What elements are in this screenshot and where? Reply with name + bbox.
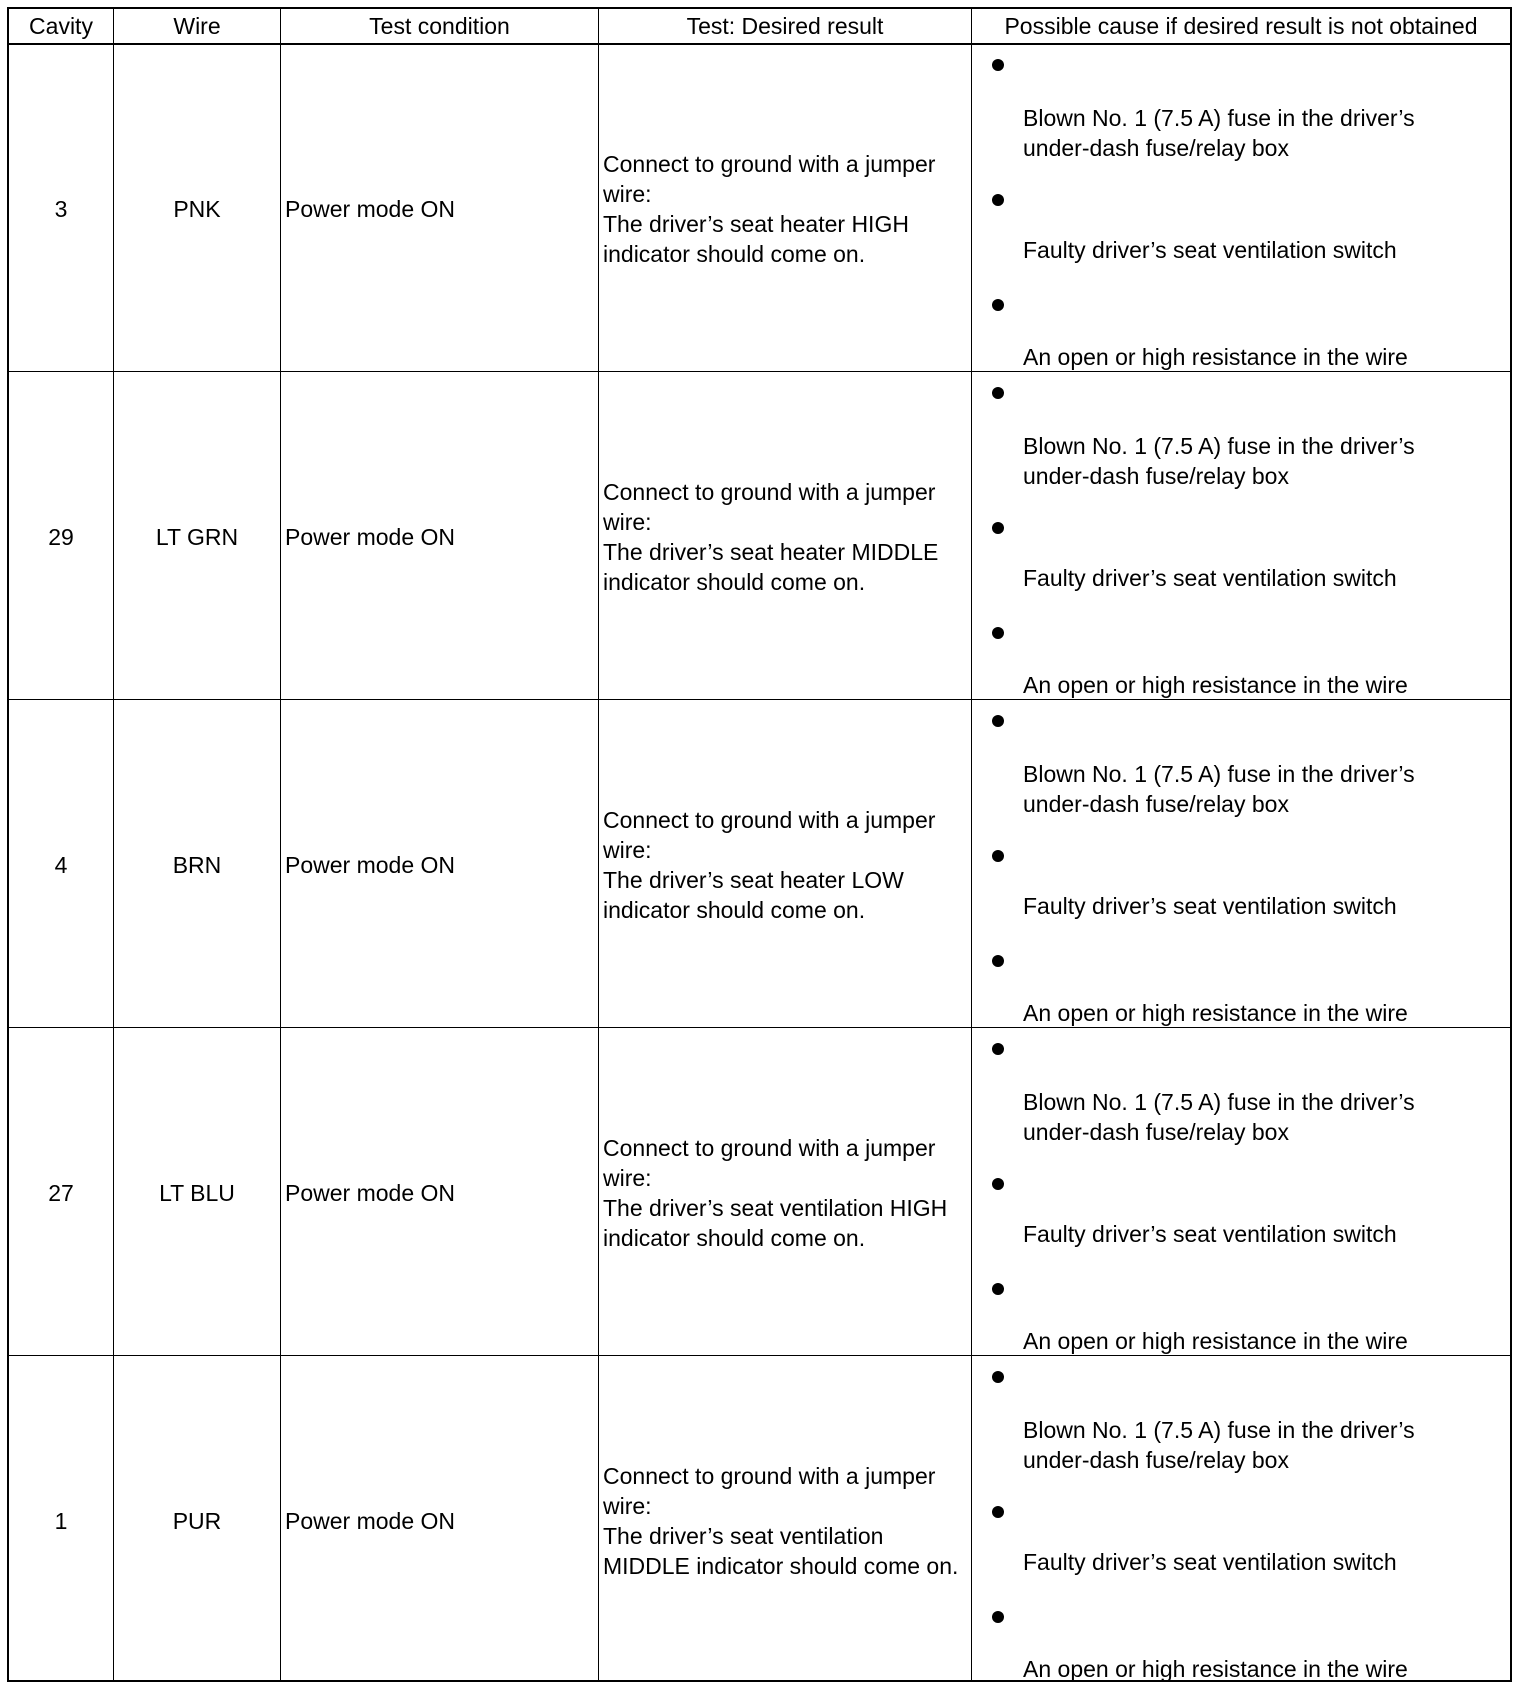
bullet-icon: [992, 1283, 1004, 1295]
cavity-cell: 3: [54, 195, 68, 222]
desired-result-text: Connect to ground with a jumper wire: The driver’s seat ventilation MIDDLE indicator should come on.: [603, 1463, 959, 1579]
troubleshooting-table: [7, 7, 1512, 1682]
possible-cause-item: Faulty driver’s seat ventilation switch: [1023, 893, 1397, 919]
possible-cause-item: Faulty driver’s seat ventilation switch: [1023, 1221, 1397, 1247]
desired-result-text: Connect to ground with a jumper wire: The driver’s seat heater MIDDLE indicator should come on.: [603, 479, 939, 595]
possible-cause-item: Blown No. 1 (7.5 A) fuse in the driver’s under-dash fuse/relay box: [1023, 761, 1415, 817]
desired-result-text: Connect to ground with a jumper wire: The driver’s seat heater LOW indicator should come on.: [603, 807, 936, 923]
header-cavity: Cavity: [29, 12, 93, 39]
wire-cell: BRN: [172, 851, 222, 878]
bullet-icon: [992, 59, 1004, 71]
header-desired-result: Test: Desired result: [686, 12, 884, 39]
bullet-icon: [992, 1178, 1004, 1190]
bullet-icon: [992, 194, 1004, 206]
bullet-icon: [992, 1611, 1004, 1623]
desired-result-cell: [599, 701, 971, 1029]
desired-result-cell: [599, 1029, 971, 1357]
desired-result-cell: [599, 45, 971, 373]
test-condition-cell: Power mode ON: [285, 1179, 456, 1206]
bullet-icon: [992, 387, 1004, 399]
cavity-cell: 27: [48, 1179, 74, 1206]
possible-cause-item: Blown No. 1 (7.5 A) fuse in the driver’s under-dash fuse/relay box: [1023, 1089, 1415, 1145]
test-condition-cell: Power mode ON: [285, 1507, 456, 1534]
possible-cause-item: Faulty driver’s seat ventilation switch: [1023, 1549, 1397, 1575]
wire-cell: PUR: [172, 1507, 222, 1534]
possible-cause-cell: [972, 45, 1510, 373]
bullet-icon: [992, 850, 1004, 862]
possible-cause-item: Faulty driver’s seat ventilation switch: [1023, 237, 1397, 263]
header-wire: Wire: [173, 12, 221, 39]
desired-result-text: Connect to ground with a jumper wire: The driver’s seat heater HIGH indicator should come on.: [603, 151, 936, 267]
possible-cause-item: An open or high resistance in the wire: [1023, 672, 1408, 698]
possible-cause-item: Blown No. 1 (7.5 A) fuse in the driver’s under-dash fuse/relay box: [1023, 105, 1415, 161]
possible-cause-item: An open or high resistance in the wire: [1023, 1000, 1408, 1026]
cavity-cell: 29: [48, 523, 74, 550]
bullet-icon: [992, 1371, 1004, 1383]
test-condition-cell: Power mode ON: [285, 851, 456, 878]
desired-result-cell: [599, 373, 971, 701]
wire-cell: LT BLU: [159, 1179, 235, 1206]
bullet-icon: [992, 299, 1004, 311]
possible-cause-item: Blown No. 1 (7.5 A) fuse in the driver’s under-dash fuse/relay box: [1023, 1417, 1415, 1473]
desired-result-text: Connect to ground with a jumper wire: The driver’s seat ventilation HIGH indicator should come on.: [603, 1135, 948, 1251]
test-condition-cell: Power mode ON: [285, 195, 456, 222]
cavity-cell: 1: [54, 1507, 68, 1534]
bullet-icon: [992, 1043, 1004, 1055]
possible-cause-cell: [972, 701, 1510, 1029]
desired-result-cell: [599, 1357, 971, 1685]
possible-cause-item: An open or high resistance in the wire: [1023, 344, 1408, 370]
possible-cause-item: Faulty driver’s seat ventilation switch: [1023, 565, 1397, 591]
bullet-icon: [992, 955, 1004, 967]
wire-cell: PNK: [173, 195, 221, 222]
bullet-icon: [992, 1506, 1004, 1518]
bullet-icon: [992, 627, 1004, 639]
header-test-condition: Test condition: [369, 12, 510, 39]
possible-cause-item: An open or high resistance in the wire: [1023, 1328, 1408, 1354]
possible-cause-cell: [972, 373, 1510, 701]
header-possible-cause: Possible cause if desired result is not obtained: [1004, 12, 1478, 39]
wire-cell: LT GRN: [155, 523, 239, 550]
bullet-icon: [992, 715, 1004, 727]
possible-cause-item: Blown No. 1 (7.5 A) fuse in the driver’s under-dash fuse/relay box: [1023, 433, 1415, 489]
test-condition-cell: Power mode ON: [285, 523, 456, 550]
possible-cause-cell: [972, 1029, 1510, 1357]
possible-cause-item: An open or high resistance in the wire: [1023, 1656, 1408, 1682]
cavity-cell: 4: [54, 851, 68, 878]
possible-cause-cell: [972, 1357, 1510, 1685]
bullet-icon: [992, 522, 1004, 534]
